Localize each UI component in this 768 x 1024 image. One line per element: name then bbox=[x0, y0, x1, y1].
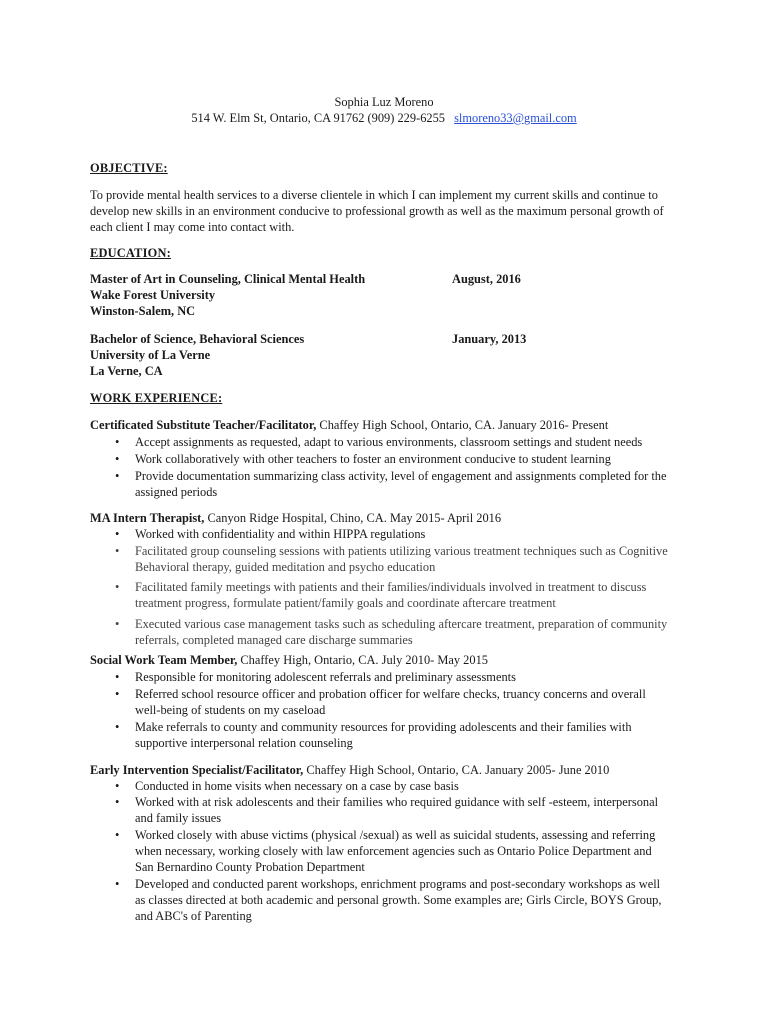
job-detail: Chaffey High, Ontario, CA. July 2010- May 2015 bbox=[237, 653, 488, 667]
job-title: Certificated Substitute Teacher/Facilitator, bbox=[90, 418, 317, 432]
job-entry bbox=[90, 652, 680, 751]
resume-header bbox=[0, 94, 768, 126]
education-heading: EDUCATION: bbox=[90, 246, 171, 260]
list-item: • Executed various case management tasks such as scheduling aftercare treatment, preparation of community referrals, completed managed care discharge summaries bbox=[90, 616, 680, 648]
list-item: • Provide documentation summarizing class activity, level of engagement and assignments completed for the assigned periods bbox=[90, 468, 680, 500]
job-entry bbox=[90, 510, 680, 648]
degree-title: Bachelor of Science, Behavioral Sciences bbox=[90, 332, 305, 346]
email-link[interactable]: slmoreno33@gmail.com bbox=[454, 111, 577, 125]
job-header bbox=[90, 417, 680, 433]
list-item: • Worked with at risk adolescents and their families who required guidance with self -esteem, interpersonal and family issues bbox=[90, 794, 680, 826]
job-bullets bbox=[90, 434, 680, 500]
school-location: La Verne, CA bbox=[90, 364, 163, 378]
list-item: • Worked closely with abuse victims (physical /sexual) as well as suicidal students, assessing and referring when necessary, working closely with law enforcement agencies such as Ontario Police Department and San Bernardino County Probation Department bbox=[90, 827, 680, 875]
objective-line: develop new skills in an environment conducive to professional growth as well as the maximum personal growth of bbox=[90, 204, 664, 218]
job-bullets bbox=[90, 778, 680, 924]
list-item: • Referred school resource officer and probation officer for welfare checks, truancy concerns and overall well-being of students on my caseload bbox=[90, 686, 680, 718]
education-section bbox=[90, 245, 680, 261]
objective-section bbox=[90, 160, 680, 176]
job-detail: Chaffey High School, Ontario, CA. January 2005- June 2010 bbox=[303, 763, 610, 777]
education-entry bbox=[90, 331, 680, 379]
job-entry bbox=[90, 417, 680, 500]
objective-heading: OBJECTIVE: bbox=[90, 161, 168, 175]
list-item: • Conducted in home visits when necessary on a case by case basis bbox=[90, 778, 680, 794]
address-phone: 514 W. Elm St, Ontario, CA 91762 (909) 229-6255 bbox=[191, 111, 445, 125]
job-entry bbox=[90, 762, 680, 924]
objective-line: To provide mental health services to a diverse clientele in which I can implement my current skills and continue to bbox=[90, 188, 658, 202]
job-bullets bbox=[90, 526, 680, 648]
job-title: Early Intervention Specialist/Facilitator, bbox=[90, 763, 304, 777]
work-section bbox=[90, 390, 680, 406]
candidate-name: Sophia Luz Moreno bbox=[334, 95, 434, 109]
school-location: Winston-Salem, NC bbox=[90, 304, 196, 318]
list-item: • Developed and conducted parent workshops, enrichment programs and post-secondary workshops as well as classes directed at both academic and personal growth. Some examples are; Girls Circle, BOYS Group, and ABC's of Parenting bbox=[90, 876, 680, 924]
school-name: Wake Forest University bbox=[90, 288, 216, 302]
job-header bbox=[90, 652, 680, 668]
job-title: Social Work Team Member, bbox=[90, 653, 238, 667]
list-item: • Responsible for monitoring adolescent referrals and preliminary assessments bbox=[90, 669, 680, 685]
list-item: • Accept assignments as requested, adapt to various environments, classroom settings and student needs bbox=[90, 434, 680, 450]
job-detail: Chaffey High School, Ontario, CA. January 2016- Present bbox=[316, 418, 609, 432]
degree-date: August, 2016 bbox=[452, 272, 521, 286]
list-item: • Worked with confidentiality and within HIPPA regulations bbox=[90, 526, 680, 542]
degree-date: January, 2013 bbox=[452, 332, 527, 346]
list-item: • Make referrals to county and community resources for providing adolescents and their families with supportive interpersonal relation counseling bbox=[90, 719, 680, 751]
contact-line bbox=[0, 110, 768, 126]
job-header bbox=[90, 762, 680, 778]
job-detail: Canyon Ridge Hospital, Chino, CA. May 2015- April 2016 bbox=[204, 511, 502, 525]
school-name: University of La Verne bbox=[90, 348, 211, 362]
education-entry bbox=[90, 271, 680, 319]
job-title: MA Intern Therapist, bbox=[90, 511, 205, 525]
work-heading: WORK EXPERIENCE: bbox=[90, 391, 223, 405]
list-item: • Facilitated family meetings with patients and their families/individuals involved in treatment to discuss treatment progress, formulate patient/family goals and coordinate aftercare treatment bbox=[90, 579, 680, 611]
list-item: • Facilitated group counseling sessions with patients utilizing various treatment techniques such as Cognitive Behavioral therapy, guided meditation and psycho education bbox=[90, 543, 680, 575]
objective-text bbox=[90, 187, 680, 235]
job-bullets bbox=[90, 669, 680, 751]
list-item: • Work collaboratively with other teachers to foster an environment conducive to student learning bbox=[90, 451, 680, 467]
job-header bbox=[90, 510, 680, 526]
objective-line: each client I may come into contact with. bbox=[90, 220, 295, 234]
degree-title: Master of Art in Counseling, Clinical Mental Health bbox=[90, 272, 366, 286]
